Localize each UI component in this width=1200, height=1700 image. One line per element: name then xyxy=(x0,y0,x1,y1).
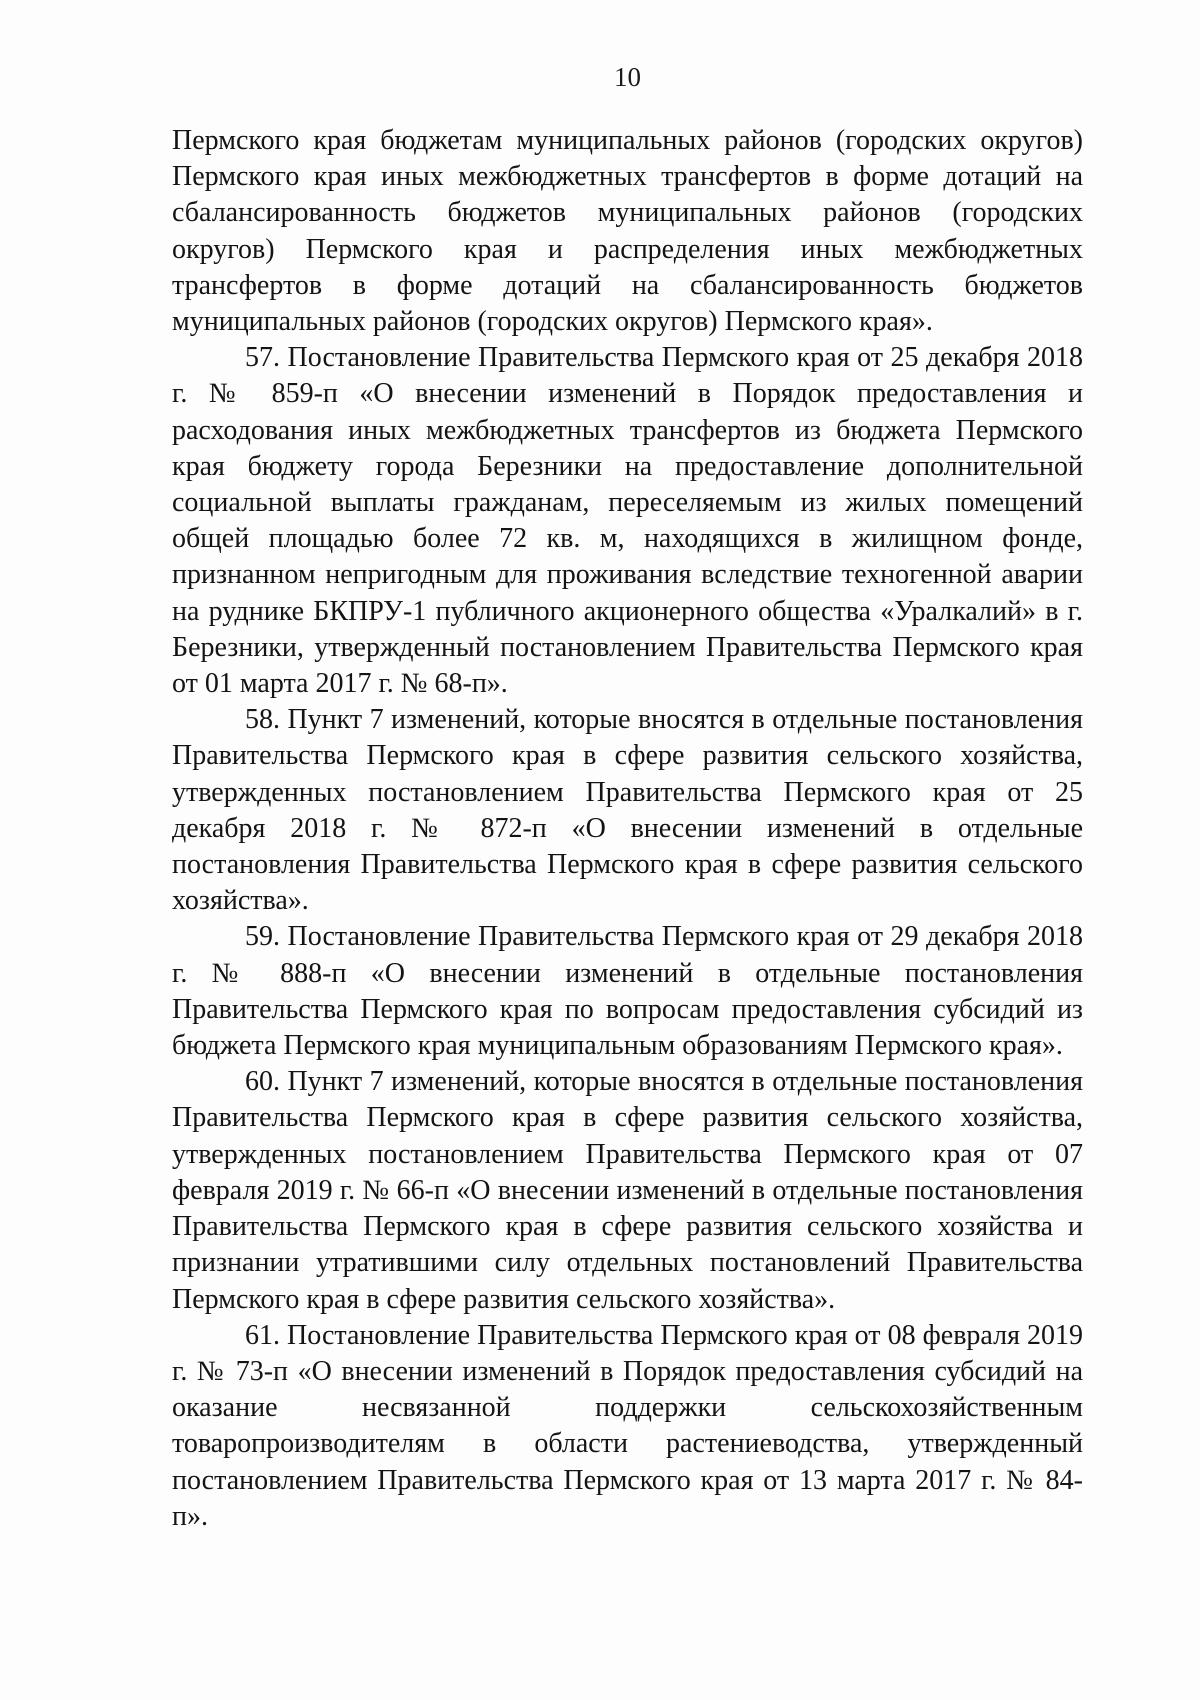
paragraph-continuation: Пермского края бюджетам муниципальных районов (городских округов) Пермского края иных межбюджетных трансфертов в форме дотаций на сбалансированность бюджетов муниципальных районов (городских округов) Пермского края и распределения иных межбюджетных трансфертов в форме дотаций на сбалансированность бюджетов муниципальных районов (городских округов) Пермского края». xyxy=(172,125,1083,338)
paragraph-item-59: 59. Постановление Правительства Пермского края от 29 декабря 2018 г. № 888-п «О внесении изменений в отдельные постановления Правительства Пермского края по вопросам предоставления субсидий из бюджета Пермского края муниципальным образованиям Пермского края». xyxy=(172,921,1083,1062)
paragraph-item-57: 57. Постановление Правительства Пермского края от 25 декабря 2018 г. № 859-п «О внесении изменений в Порядок предоставления и расходования иных межбюджетных трансфертов из бюджета Пермского края бюджету города Березники на предоставление дополнительной социальной выплаты гражданам, переселяемым из жилых помещений общей площадью более 72 кв. м, находящихся в жилищном фонде, признанном непригодным для проживания вследствие техногенной аварии на руднике БКПРУ-1 публичного акционерного общества «Уралкалий» в г. Березники, утвержденный постановлением Правительства Пермского края от 01 марта 2017 г. № 68-п». xyxy=(172,342,1083,700)
paragraph-item-60: 60. Пункт 7 изменений, которые вносятся в отдельные постановления Правительства Пермского края в сфере развития сельского хозяйства, утвержденных постановлением Правительства Пермского края от 07 февраля 2019 г. № 66-п «О внесении изменений в отдельные постановления Правительства Пермского края в сфере развития сельского хозяйства и признании утратившими силу отдельных постановлений Правительства Пермского края в сфере развития сельского хозяйства». xyxy=(172,1066,1083,1315)
document-body xyxy=(172,123,1083,1535)
paragraph-item-58: 58. Пункт 7 изменений, которые вносятся в отдельные постановления Правительства Пермского края в сфере развития сельского хозяйства, утвержденных постановлением Правительства Пермского края от 25 декабря 2018 г. № 872-п «О внесении изменений в отдельные постановления Правительства Пермского края в сфере развития сельского хозяйства». xyxy=(172,704,1083,917)
page-number: 10 xyxy=(614,62,641,92)
paragraph-item-61: 61. Постановление Правительства Пермского края от 08 февраля 2019 г. № 73-п «О внесении изменений в Порядок предоставления субсидий на оказание несвязанной поддержки сельскохозяйственным товаропроизводителям в области растениеводства, утвержденный постановлением Правительства Пермского края от 13 марта 2017 г. № 84-п». xyxy=(172,1319,1083,1532)
